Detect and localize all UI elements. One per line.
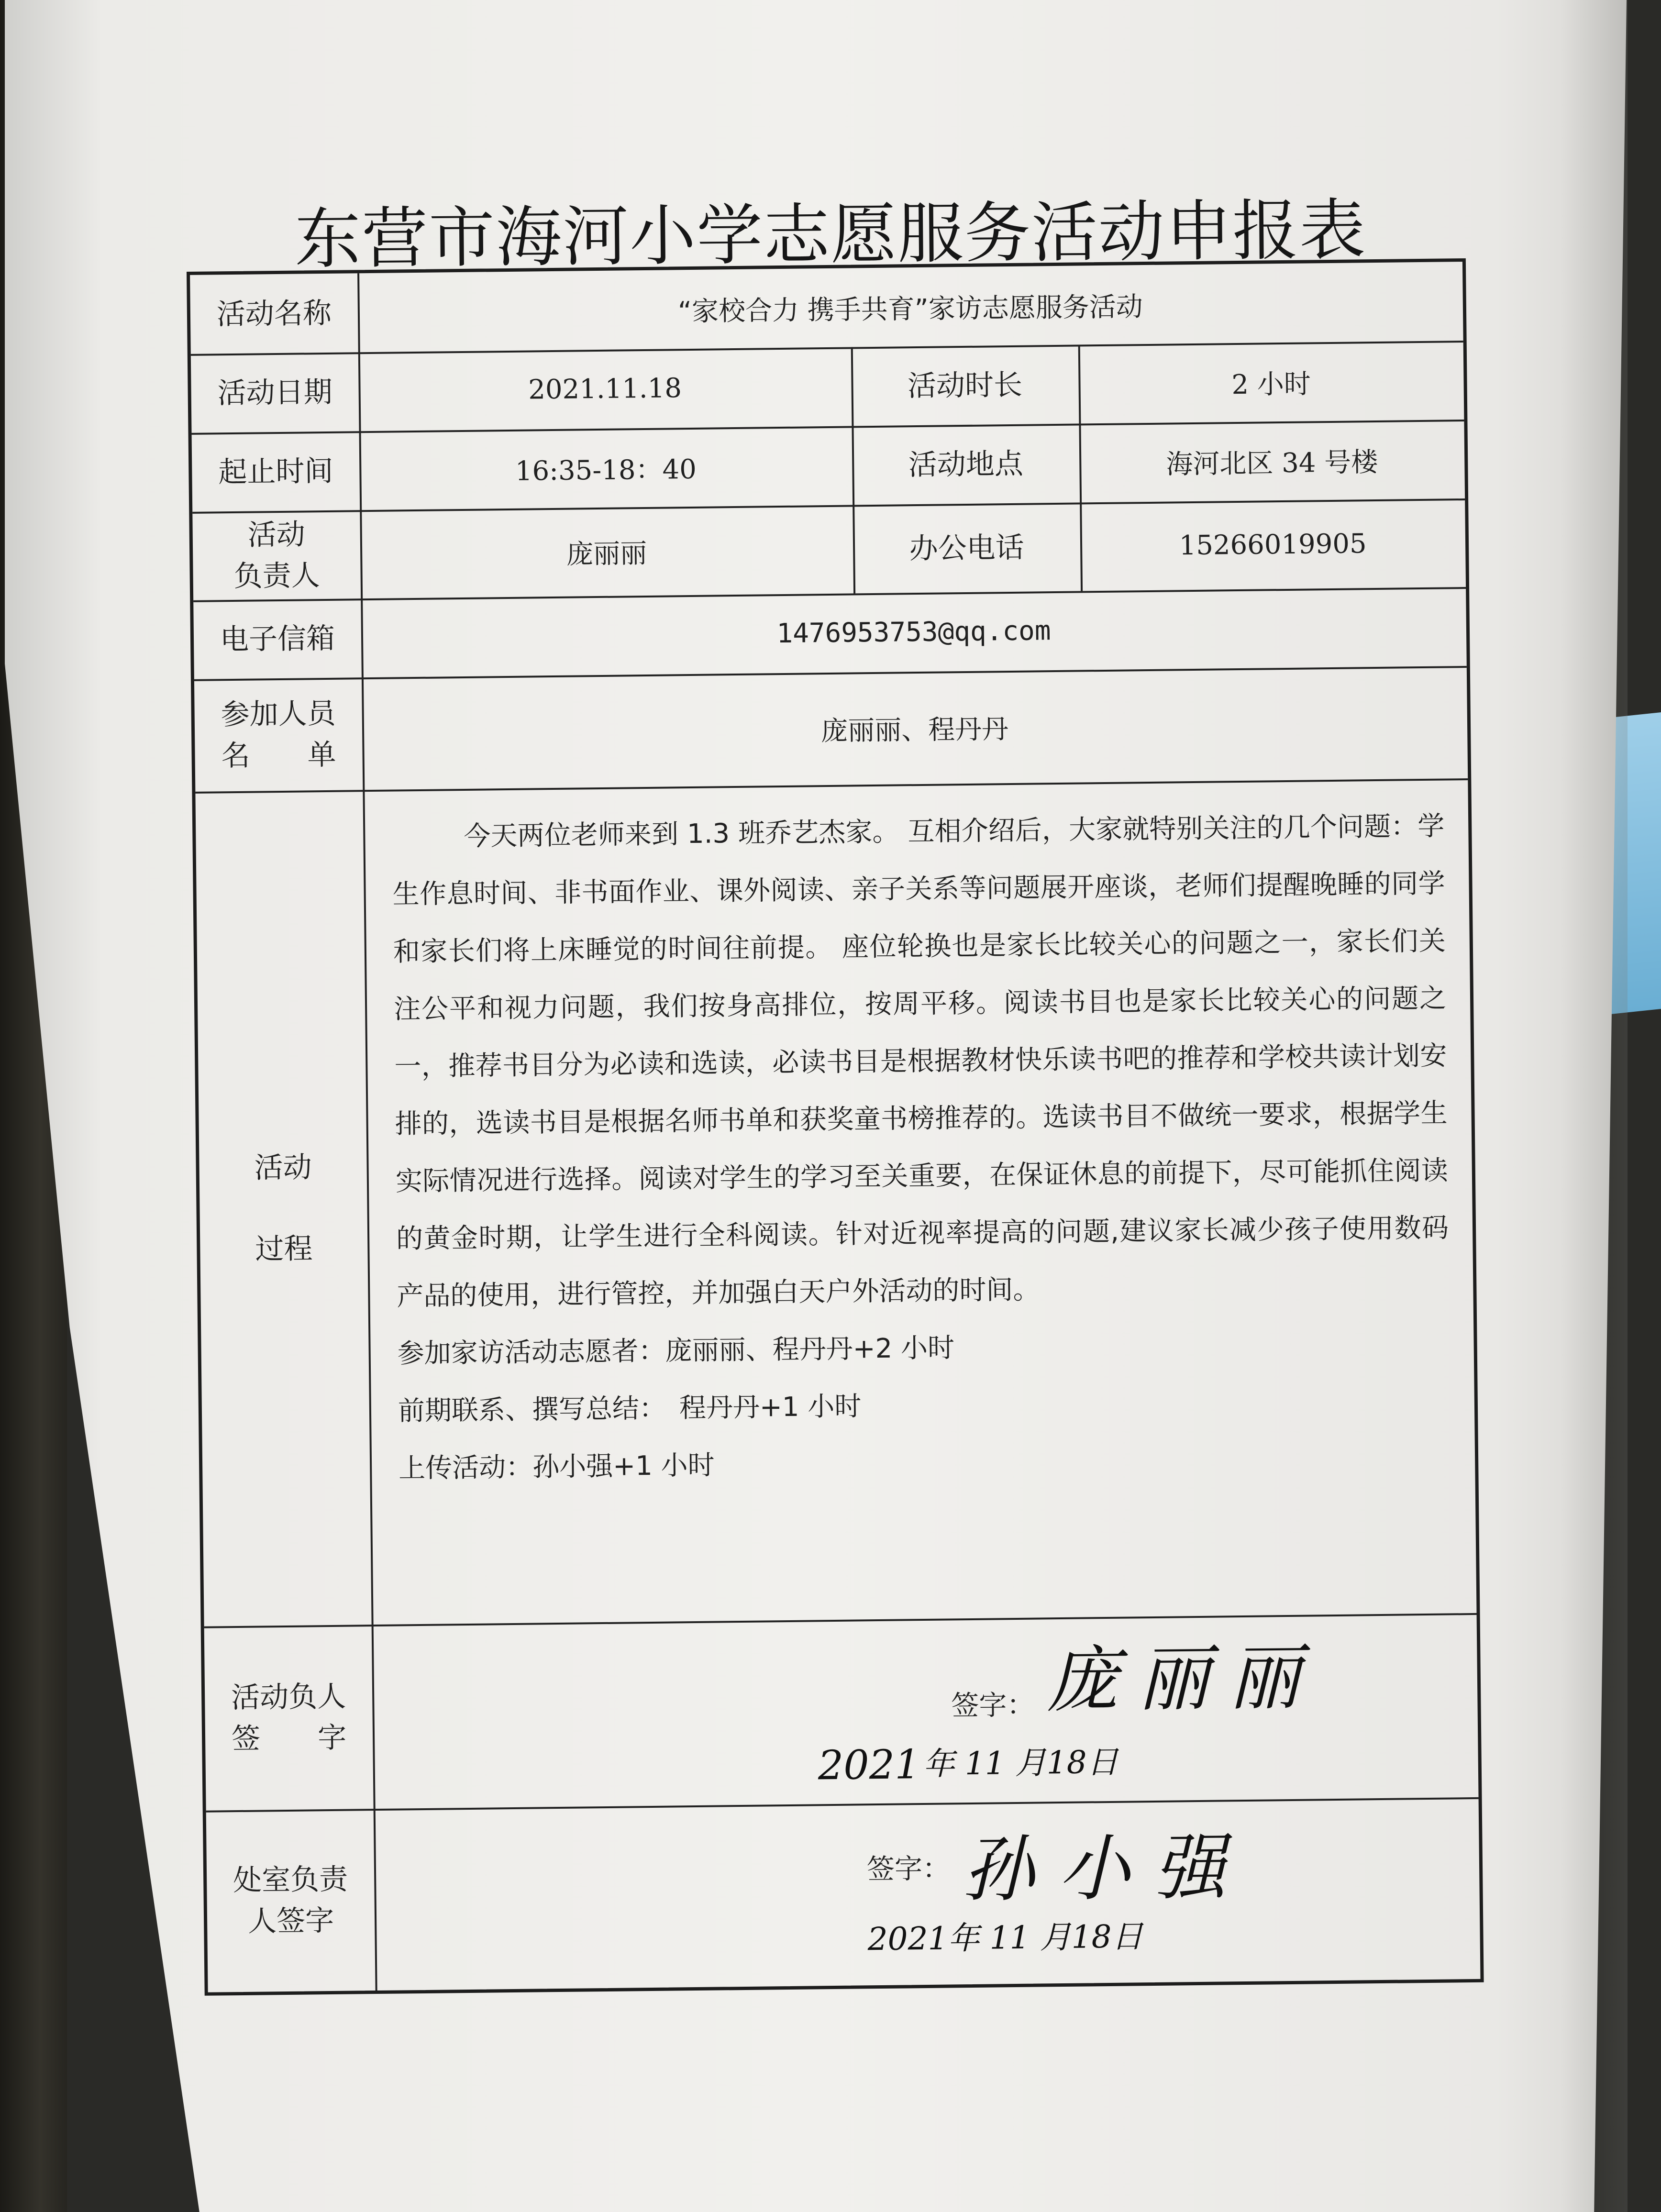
activity-location-value: 海河北区 34 号楼 [1166, 446, 1378, 480]
process-paragraph: 今天两位老师来到 1.3 班乔艺杰家。 互相介绍后，大家就特别关注的几个问题：学生作息时间、非书面作业、课外阅读、亲子关系等问题展开座谈，老师们提醒晚睡的同学和家长们将上床睡觉的时间往前提。 座位轮换也是家长比较关心的问题之一，家长们关注公平和视力问题，我们按身高排位，按周平移。阅读书目也是家长比较关心的问题之一，推荐书目分为必读和选读，必读书目是根据教材快乐读书吧的推荐和学校共读计划安排的，选读书目是根据名师书单和获奖童书榜推荐的。选读书目不做统一要求，根据学生实际情况进行选择。阅读对学生的学习至关重要，在保证休息的前提下，尽可能抓住阅读的黄金时期，让学生进行全科阅读。针对近视率提高的问题,建议家长减少孩子使用数码产品的使用，进行管控，并加强白天户外活动的时间。 [392, 810, 1449, 1312]
participants-label [194, 677, 363, 792]
activity-leader-label-line2: 负责人 [233, 558, 321, 593]
start-end-time-label: 起止时间 [218, 454, 333, 489]
office-sign-date: 2021年 11 月18日 [867, 1918, 1143, 1958]
office-phone-label: 办公电话 [909, 531, 1024, 565]
upload-hours-line: 上传活动：孙小强+1 小时 [398, 1449, 715, 1484]
email-label: 电子信箱 [220, 621, 335, 656]
activity-duration-label: 活动时长 [907, 368, 1023, 403]
paper-edge-shadow [1561, 0, 1628, 2212]
leader-sign-date-rest: 年 11 月18日 [923, 1743, 1119, 1783]
leader-handwritten-signature: 庞丽丽 [1046, 1636, 1320, 1723]
activity-leader-label-line1: 活动 [247, 517, 306, 552]
activity-process-cell [195, 778, 1476, 1626]
activity-name-value: “家校合力 携手共育”家访志愿服务活动 [677, 291, 1143, 327]
activity-name-label: 活动名称 [216, 296, 332, 331]
activity-date-label: 活动日期 [217, 375, 333, 410]
activity-leader-value: 庞丽丽 [566, 538, 647, 570]
activity-leader-label [192, 510, 361, 600]
activity-process-label-line2: 过程 [255, 1231, 313, 1266]
start-end-time-value: 16:35-18：40 [515, 453, 697, 487]
office-phone-value: 15266019905 [1179, 528, 1367, 562]
volunteers-hours-line: 参加家访活动志愿者：庞丽丽、程丹丹+2 小时 [397, 1332, 955, 1370]
activity-process-text [392, 798, 1451, 1498]
form-title: 东营市海河小学志愿服务活动申报表 [294, 191, 1367, 278]
leader-signature-label-line1: 活动负人 [231, 1680, 346, 1714]
row-divider [206, 1797, 1479, 1813]
office-sign-word: 签字： [866, 1852, 951, 1886]
activity-process-label-line1: 活动 [254, 1150, 312, 1185]
email-value: 1476953753@qq.com [776, 615, 1051, 650]
activity-location-label: 活动地点 [908, 447, 1024, 482]
office-signature-label-line2: 人签字 [247, 1903, 334, 1938]
leader-sign-word: 签字： [951, 1688, 1035, 1722]
activity-duration-value: 2 小时 [1231, 368, 1311, 400]
participants-value: 庞丽丽、程丹丹 [820, 713, 1009, 747]
leader-sign-date-year: 2021 [818, 1741, 921, 1789]
leader-signature-label-line2: 签 字 [231, 1721, 347, 1756]
office-handwritten-signature: 孙小强 [962, 1825, 1250, 1913]
participants-label-line2: 名 单 [221, 738, 336, 773]
application-form-table [187, 258, 1484, 1996]
contact-summary-hours-line: 前期联系、撰写总结： 程丹丹+1 小时 [398, 1391, 862, 1427]
leader-signature-label [204, 1625, 374, 1811]
participants-label-line1: 参加人员 [221, 697, 336, 731]
office-signature-label [206, 1809, 376, 1992]
office-signature-label-line1: 处室负责 [233, 1862, 348, 1898]
activity-date-value: 2021.11.18 [528, 373, 682, 406]
